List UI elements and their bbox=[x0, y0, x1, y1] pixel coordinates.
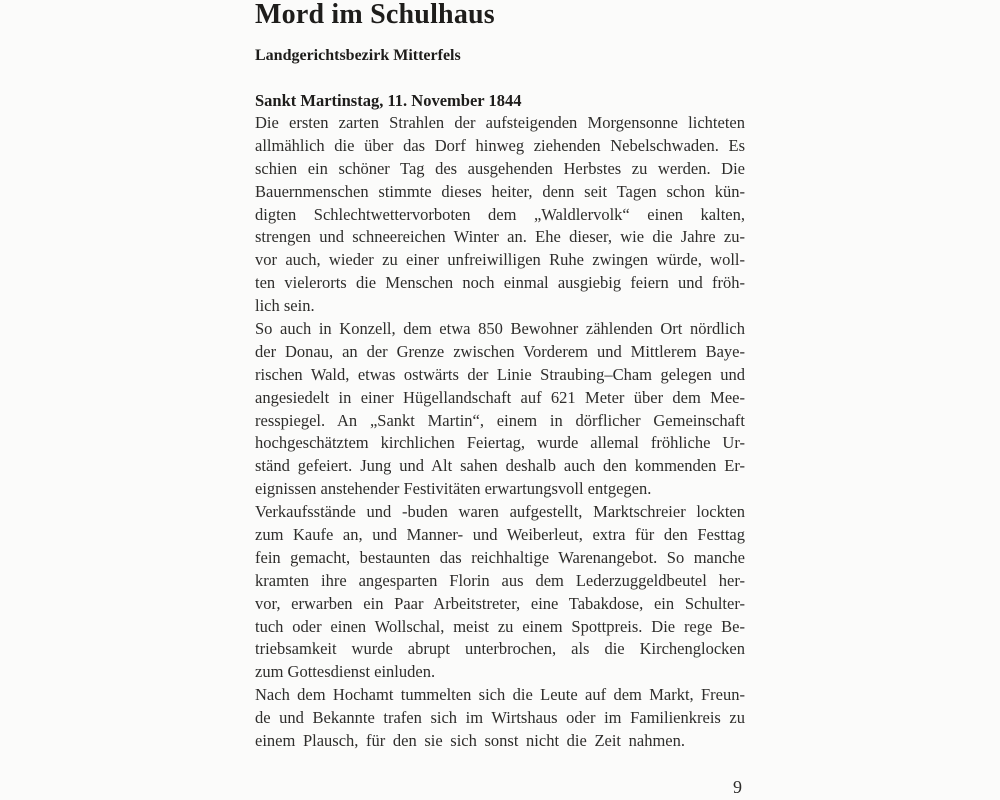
text-line: rischen Wald, etwas ostwärts der Linie Straubing–Cham gelegen und bbox=[255, 364, 745, 384]
page-number: 9 bbox=[733, 777, 742, 797]
text-line: zum Kaufe an, und Manner- und Weiberleut, extra für den Festtag bbox=[255, 525, 745, 545]
text-line: einem Plausch, für den sie sich sonst nicht die Zeit nahmen. bbox=[255, 731, 685, 751]
text-line: de und Bekannte trafen sich im Wirtshaus oder im Familienkreis zu bbox=[255, 708, 745, 728]
text-line: hochgeschätztem kirchlichen Feiertag, wurde allemal fröhliche Ur- bbox=[255, 433, 745, 453]
chapter-subtitle: Landgerichtsbezirk Mitterfels bbox=[255, 47, 461, 64]
text-line: eignissen anstehender Festivitäten erwartungsvoll entgegen. bbox=[255, 479, 652, 499]
text-line: tuch oder einen Wollschal, meist zu einem Spottpreis. Die rege Be- bbox=[255, 616, 745, 636]
text-line: lich sein. bbox=[255, 296, 315, 316]
text-line: allmählich die über das Dorf hinweg ziehenden Nebelschwaden. Es bbox=[255, 135, 745, 155]
text-line: resspiegel. An „Sankt Martin“, einem in dörflicher Gemeinschaft bbox=[255, 410, 745, 430]
chapter-title: Mord im Schulhaus bbox=[255, 0, 495, 30]
text-line: triebsamkeit wurde abrupt unterbrochen, als die Kirchenglocken bbox=[255, 639, 745, 659]
text-line: strengen und schneereichen Winter an. Ehe dieser, wie die Jahre zu- bbox=[255, 227, 745, 247]
text-line: So auch in Konzell, dem etwa 850 Bewohner zählenden Ort nördlich bbox=[255, 319, 745, 339]
body-text bbox=[255, 112, 745, 753]
text-line: Die ersten zarten Strahlen der aufsteigenden Morgensonne lichteten bbox=[255, 113, 745, 132]
text-line: vor, erwarben ein Paar Arbeitstreter, eine Tabakdose, ein Schulter- bbox=[255, 593, 745, 613]
text-line: Verkaufsstände und -buden waren aufgestellt, Marktschreier lockten bbox=[255, 502, 745, 522]
text-line: ten vielerorts die Menschen noch einmal ausgiebig feiern und fröh- bbox=[255, 273, 745, 293]
text-line: digten Schlechtwettervorboten dem „Waldlervolk“ einen kalten, bbox=[255, 204, 745, 224]
text-line: kramten ihre angesparten Florin aus dem Lederzuggeldbeutel her- bbox=[255, 570, 745, 590]
text-line: Bauernmenschen stimmte dieses heiter, denn seit Tagen schon kün- bbox=[255, 181, 745, 201]
section-heading: Sankt Martinstag, 11. November 1844 bbox=[255, 91, 522, 110]
text-line: fein gemacht, bestaunten das reichhaltige Warenangebot. So manche bbox=[255, 547, 745, 567]
text-line: zum Gottesdienst einluden. bbox=[255, 662, 436, 682]
text-line: angesiedelt in einer Hügellandschaft auf 621 Meter über dem Mee- bbox=[255, 387, 745, 407]
text-line: der Donau, an der Grenze zwischen Vorderem und Mittlerem Baye- bbox=[255, 341, 745, 361]
text-line: schien ein schöner Tag des ausgehenden Herbstes zu werden. Die bbox=[255, 158, 745, 178]
text-line: Nach dem Hochamt tummelten sich die Leute auf dem Markt, Freun- bbox=[255, 685, 745, 705]
text-line: ständ gefeiert. Jung und Alt sahen deshalb auch den kommenden Er- bbox=[255, 456, 745, 476]
text-line: vor auch, wieder zu einer unfreiwilligen Ruhe zwingen würde, woll- bbox=[255, 250, 745, 270]
